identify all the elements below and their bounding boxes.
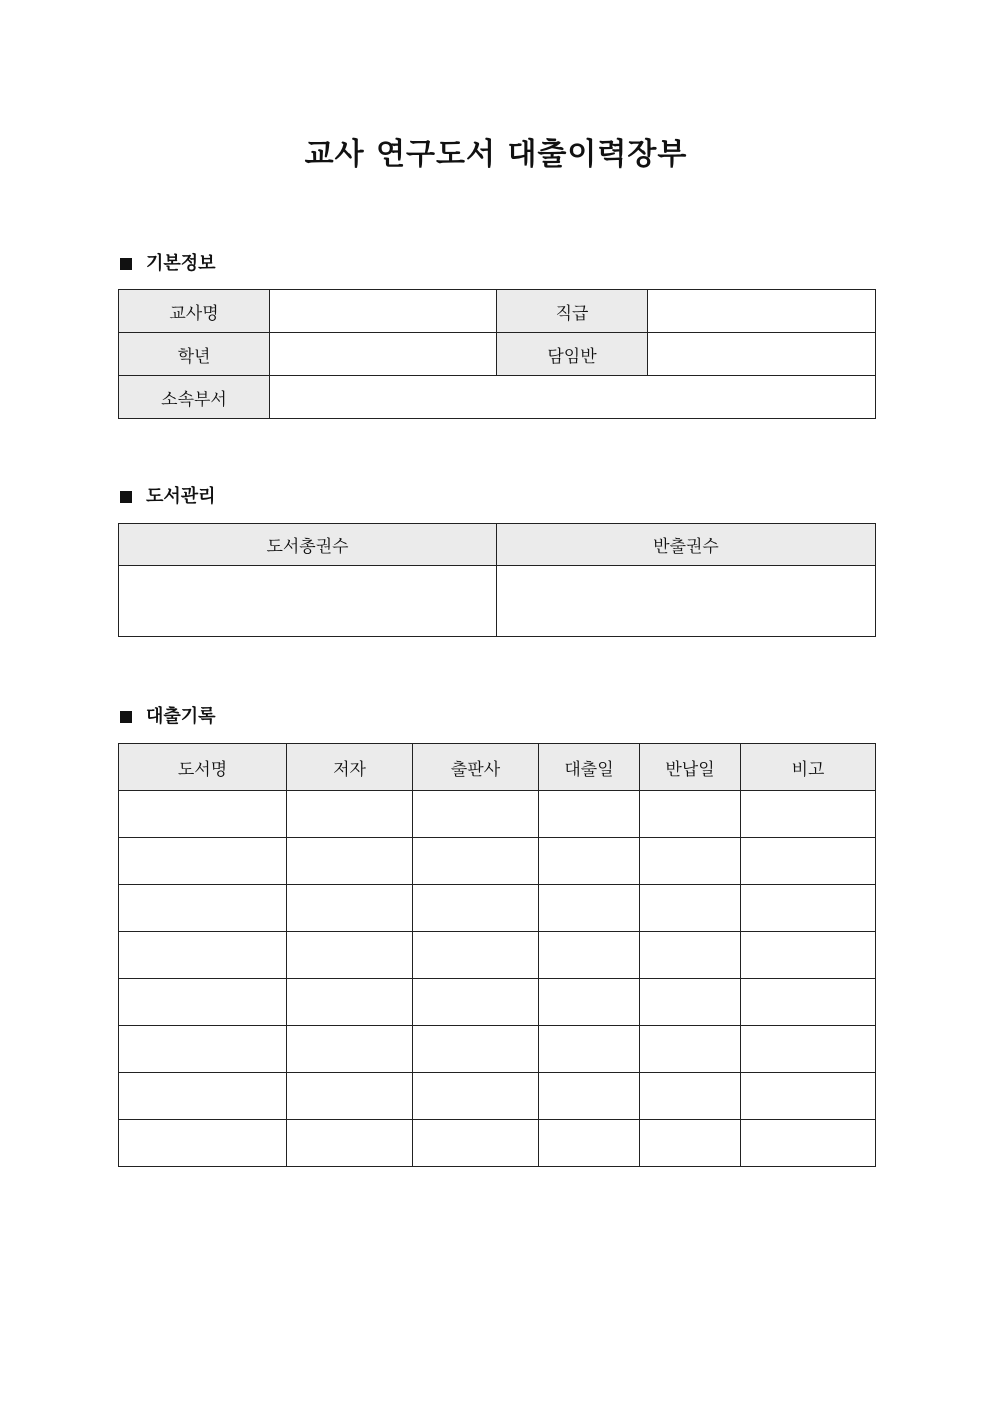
square-bullet-icon <box>120 258 132 270</box>
author-cell[interactable] <box>287 791 413 838</box>
publisher-cell[interactable] <box>413 979 539 1026</box>
position-label: 직급 <box>497 290 648 333</box>
book-title-cell[interactable] <box>119 838 287 885</box>
return-date-header: 반납일 <box>640 744 741 791</box>
publisher-cell[interactable] <box>413 1073 539 1120</box>
checked-out-count-field[interactable] <box>497 566 876 637</box>
loan-date-cell[interactable] <box>539 885 640 932</box>
total-books-field[interactable] <box>119 566 497 637</box>
table-row <box>119 1120 876 1167</box>
author-cell[interactable] <box>287 932 413 979</box>
loan-date-cell[interactable] <box>539 1120 640 1167</box>
book-title-cell[interactable] <box>119 791 287 838</box>
loan-date-cell[interactable] <box>539 979 640 1026</box>
loan-date-cell[interactable] <box>539 1073 640 1120</box>
remarks-cell[interactable] <box>741 979 876 1026</box>
return-date-cell[interactable] <box>640 1073 741 1120</box>
table-row <box>119 932 876 979</box>
basic-info-heading <box>120 252 216 276</box>
book-title-cell[interactable] <box>119 1026 287 1073</box>
book-management-heading-text: 도서관리 <box>146 486 216 507</box>
author-cell[interactable] <box>287 1073 413 1120</box>
teacher-name-label: 교사명 <box>119 290 270 333</box>
book-title-header: 도서명 <box>119 744 287 791</box>
table-row <box>119 885 876 932</box>
total-books-header: 도서총권수 <box>119 524 497 566</box>
document-title: 교사 연구도서 대출이력장부 <box>304 137 688 172</box>
return-date-cell[interactable] <box>640 885 741 932</box>
book-management-header-row <box>119 524 876 566</box>
book-title-cell[interactable] <box>119 979 287 1026</box>
department-field[interactable] <box>270 376 876 419</box>
remarks-cell[interactable] <box>741 838 876 885</box>
publisher-cell[interactable] <box>413 791 539 838</box>
table-row <box>119 1026 876 1073</box>
loan-records-header-row <box>119 744 876 791</box>
author-header: 저자 <box>287 744 413 791</box>
basic-info-row <box>119 333 876 376</box>
book-title-cell[interactable] <box>119 1120 287 1167</box>
remarks-header: 비고 <box>741 744 876 791</box>
teacher-name-field[interactable] <box>270 290 497 333</box>
square-bullet-icon <box>120 711 132 723</box>
basic-info-table <box>118 289 876 419</box>
table-row <box>119 979 876 1026</box>
book-title-cell[interactable] <box>119 885 287 932</box>
loan-records-table <box>118 743 876 1167</box>
publisher-cell[interactable] <box>413 1026 539 1073</box>
remarks-cell[interactable] <box>741 885 876 932</box>
homeroom-label: 담임반 <box>497 333 648 376</box>
book-title-cell[interactable] <box>119 932 287 979</box>
remarks-cell[interactable] <box>741 1073 876 1120</box>
book-management-heading <box>120 485 216 509</box>
loan-date-header: 대출일 <box>539 744 640 791</box>
table-row <box>119 838 876 885</box>
publisher-cell[interactable] <box>413 932 539 979</box>
author-cell[interactable] <box>287 1026 413 1073</box>
loan-records-body <box>119 791 876 1167</box>
remarks-cell[interactable] <box>741 1120 876 1167</box>
position-field[interactable] <box>648 290 876 333</box>
loan-records-heading-text: 대출기록 <box>146 706 216 727</box>
return-date-cell[interactable] <box>640 979 741 1026</box>
loan-date-cell[interactable] <box>539 932 640 979</box>
loan-date-cell[interactable] <box>539 1026 640 1073</box>
return-date-cell[interactable] <box>640 838 741 885</box>
author-cell[interactable] <box>287 838 413 885</box>
department-label: 소속부서 <box>119 376 270 419</box>
author-cell[interactable] <box>287 885 413 932</box>
book-management-value-row <box>119 566 876 637</box>
author-cell[interactable] <box>287 979 413 1026</box>
square-bullet-icon <box>120 491 132 503</box>
return-date-cell[interactable] <box>640 1026 741 1073</box>
homeroom-field[interactable] <box>648 333 876 376</box>
remarks-cell[interactable] <box>741 1026 876 1073</box>
return-date-cell[interactable] <box>640 932 741 979</box>
loan-records-heading <box>120 705 216 729</box>
grade-label: 학년 <box>119 333 270 376</box>
author-cell[interactable] <box>287 1120 413 1167</box>
return-date-cell[interactable] <box>640 791 741 838</box>
book-management-table <box>118 523 876 637</box>
checked-out-count-header: 반출권수 <box>497 524 876 566</box>
table-row <box>119 791 876 838</box>
remarks-cell[interactable] <box>741 791 876 838</box>
remarks-cell[interactable] <box>741 932 876 979</box>
grade-field[interactable] <box>270 333 497 376</box>
publisher-cell[interactable] <box>413 838 539 885</box>
publisher-cell[interactable] <box>413 885 539 932</box>
basic-info-row <box>119 290 876 333</box>
basic-info-heading-text: 기본정보 <box>146 253 216 274</box>
loan-date-cell[interactable] <box>539 838 640 885</box>
return-date-cell[interactable] <box>640 1120 741 1167</box>
publisher-cell[interactable] <box>413 1120 539 1167</box>
loan-date-cell[interactable] <box>539 791 640 838</box>
basic-info-row <box>119 376 876 419</box>
table-row <box>119 1073 876 1120</box>
publisher-header: 출판사 <box>413 744 539 791</box>
book-title-cell[interactable] <box>119 1073 287 1120</box>
